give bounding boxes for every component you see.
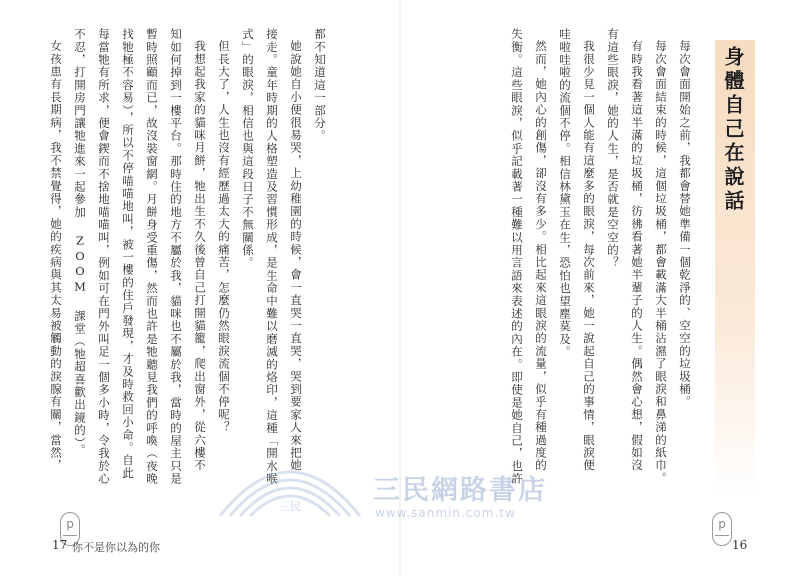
text-column: 每次會面開始之前，我都會替她準備一個乾淨的、空空的垃圾桶。 (678, 40, 692, 409)
text-column: 每當牠有所求，便會鍥而不捨地喵喵叫，例如可在門外叫足一個多小時，令我於心 (97, 28, 111, 486)
running-head: 你不是你以為的你 (72, 541, 160, 554)
page-number: 17 (52, 538, 68, 552)
watermark-url: www.sanmin.com.tw (375, 506, 516, 520)
text-column: 有時我看著這半滿的垃圾桶，彷彿看著她半輩子的人生。偶然會心想，假如沒 (630, 40, 644, 472)
text-column: 找牠極不容易），所以不停喵喵地叫，被一樓的住戶發現，才及時救回小命。自此 (121, 28, 135, 480)
text-column: 有這些眼淚，她的人生，是否就是空空的？ (606, 28, 620, 270)
text-column: 我想起我家的貓咪月餅，牠出生不久後曾自己打開貓籠，爬出窗外，從六樓不 (193, 40, 207, 472)
text-column: 哇啦哇啦的流個不停。相信林黛玉在生，恐怕也望塵莫及。 (558, 28, 572, 359)
text-column: 她說她自小便很易哭，上幼稚園的時候，會一直哭一直哭，哭到要家人來把她 (289, 40, 303, 472)
text-column: 我很少見一個人能有這麼多的眼淚，每次前來，她一說起自己的事情，眼淚便 (582, 40, 596, 472)
chapter-title: 身體自己在說話 (721, 46, 745, 214)
page-badge-icon: p (712, 512, 732, 546)
watermark (215, 466, 585, 526)
text-column: 不忍，打開房門讓牠進來一起參加 ZOOM 課堂（牠超喜歡出鏡的）。 (73, 28, 87, 457)
text-column: 式」的眼淚，相信也與這段日子不無關係。 (241, 28, 255, 270)
sanmin-logo-icon (215, 466, 365, 524)
text-column: 但長大了，人生也沒有經歷過太大的痛苦，怎麼仍然眼淚流個不停呢？ (217, 40, 231, 434)
text-column: 失衡。這些眼淚，似乎記載著一種難以用言語來表述的內在。即使是她自己，也許 (510, 28, 524, 486)
text-column: 然而，她內心的創傷，卻沒有多少。相比起來這眼淚的流量，似乎有種過度的 (534, 40, 548, 472)
page-number: 16 (732, 538, 748, 552)
text-column: 知如何掉到一樓平台。那時住的地方不屬於我，貓咪也不屬於我，當時的屋主只是 (169, 28, 183, 486)
text-column: 暫時照顧而已，故沒裝窗網。月餅身受重傷，然而也許是牠聽見我們的呼喚（夜晚 (145, 28, 159, 486)
page-badge-icon: p (60, 512, 80, 546)
text-column: 接走。童年時期的人格塑造及習慣形成，是生命中難以磨滅的烙印，這種「開水喉 (265, 28, 279, 486)
watermark-store-name: 三民網路書店 (373, 475, 547, 506)
text-column: 女孩患有長期病，我不禁覺得，她的疾病與其太易被觸動的淚腺有關，當然， (49, 40, 63, 472)
logo-text: 三民 (279, 500, 301, 513)
text-column: 都不知道這一部分。 (313, 28, 327, 143)
text-column: 每次會面結束的時候，這個垃圾桶，都會載滿大半桶沾濕了眼淚和鼻涕的紙巾。 (654, 40, 668, 485)
